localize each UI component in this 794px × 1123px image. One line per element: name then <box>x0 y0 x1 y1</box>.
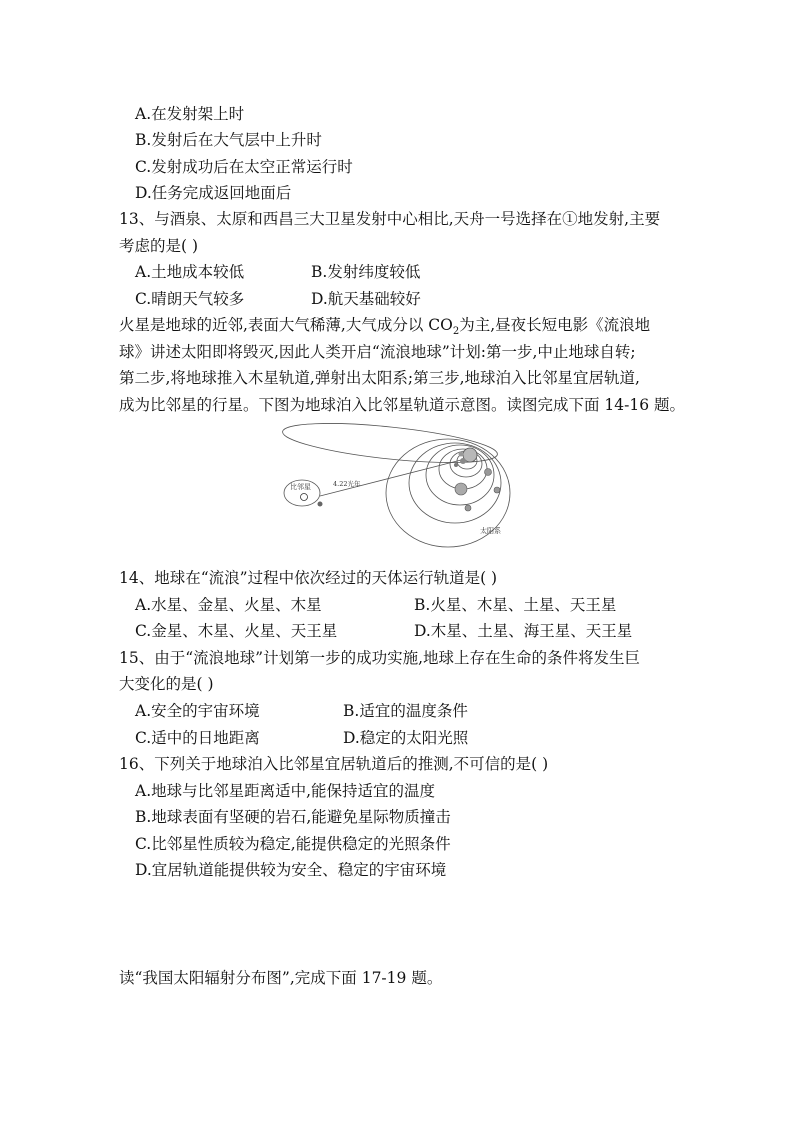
proxima-label: 比邻星 <box>290 483 311 491</box>
q15-stem-line1: 15、由于“流浪地球”计划第一步的成功实施,地球上存在生命的条件将发生巨 <box>119 649 641 667</box>
q15-option-c: C.适中的日地距离 <box>135 729 260 747</box>
planet-g <box>465 505 471 511</box>
passage-line1 <box>119 315 651 338</box>
passage-line4: 成为比邻星的行星。下图为地球泊入比邻星轨道示意图。读图完成下面 14-16 题。 <box>119 396 686 414</box>
proxima-star <box>301 494 308 501</box>
q15-option-b: B.适宜的温度条件 <box>343 702 468 720</box>
q13-option-a: A.土地成本较低 <box>135 263 245 281</box>
planet-f <box>494 487 500 493</box>
q13-stem-line2: 考虑的是( ) <box>119 237 199 255</box>
planet-d <box>455 483 467 495</box>
planet-e <box>485 469 492 476</box>
q14-option-a: A.水星、金星、火星、木星 <box>135 596 322 614</box>
q12-option-d: D.任务完成返回地面后 <box>135 184 292 202</box>
q16-option-c: C.比邻星性质较为稳定,能提供稳定的光照条件 <box>135 835 451 853</box>
q16-option-d: D.宜居轨道能提供较为安全、稳定的宇宙环境 <box>135 861 447 879</box>
planet-c <box>454 463 458 467</box>
q13-stem-line1: 13、与酒泉、太原和西昌三大卫星发射中心相比,天舟一号选择在①地发射,主要 <box>119 210 661 228</box>
passage-line1-part2: 为主,昼夜长短电影《流浪地 <box>459 316 651 334</box>
q17-intro: 读“我国太阳辐射分布图”,完成下面 17-19 题。 <box>119 969 443 987</box>
q16-option-a: A.地球与比邻星距离适中,能保持适宜的温度 <box>135 782 436 800</box>
planet-b <box>459 452 464 457</box>
co2-subscript: 2 <box>452 326 460 338</box>
q12-option-b: B.发射后在大气层中上升时 <box>135 131 322 149</box>
orbit-diagram <box>280 421 525 556</box>
planet-h <box>318 502 323 507</box>
q13-option-b: B.发射纬度较低 <box>311 263 421 281</box>
distance-line <box>320 459 465 496</box>
q14-option-d: D.木星、土星、海王星、天王星 <box>414 622 633 640</box>
q12-option-c: C.发射成功后在太空正常运行时 <box>135 158 353 176</box>
q14-option-c: C.金星、木星、火星、天王星 <box>135 622 338 640</box>
q15-stem-line2: 大变化的是( ) <box>119 675 214 693</box>
q14-option-b: B.火星、木星、土星、天王星 <box>414 596 617 614</box>
passage-line1-part1: 火星是地球的近邻,表面大气稀薄,大气成分以 CO <box>119 316 453 334</box>
q13-option-d: D.航天基础较好 <box>311 290 421 308</box>
solar-system-label: 太阳系 <box>480 527 501 535</box>
q15-option-d: D.稳定的太阳光照 <box>343 729 469 747</box>
passage-line2: 球》讲述太阳即将毁灭,因此人类开启“流浪地球”计划:第一步,中止地球自转; <box>119 343 636 361</box>
q15-option-a: A.安全的宇宙环境 <box>135 702 260 720</box>
q13-option-c: C.晴朗天气较多 <box>135 290 245 308</box>
passage-line3: 第二步,将地球推入木星轨道,弹射出太阳系;第三步,地球泊入比邻星宜居轨道, <box>119 369 640 387</box>
planet-a <box>460 458 466 464</box>
q16-option-b: B.地球表面有坚硬的岩石,能避免星际物质撞击 <box>135 808 451 826</box>
q14-stem: 14、地球在“流浪”过程中依次经过的天体运行轨道是( ) <box>119 569 498 587</box>
q12-option-a: A.在发射架上时 <box>135 105 245 123</box>
q16-stem: 16、下列关于地球泊入比邻星宜居轨道后的推测,不可信的是( ) <box>119 755 549 773</box>
distance-label: 4.22光年 <box>333 480 361 488</box>
